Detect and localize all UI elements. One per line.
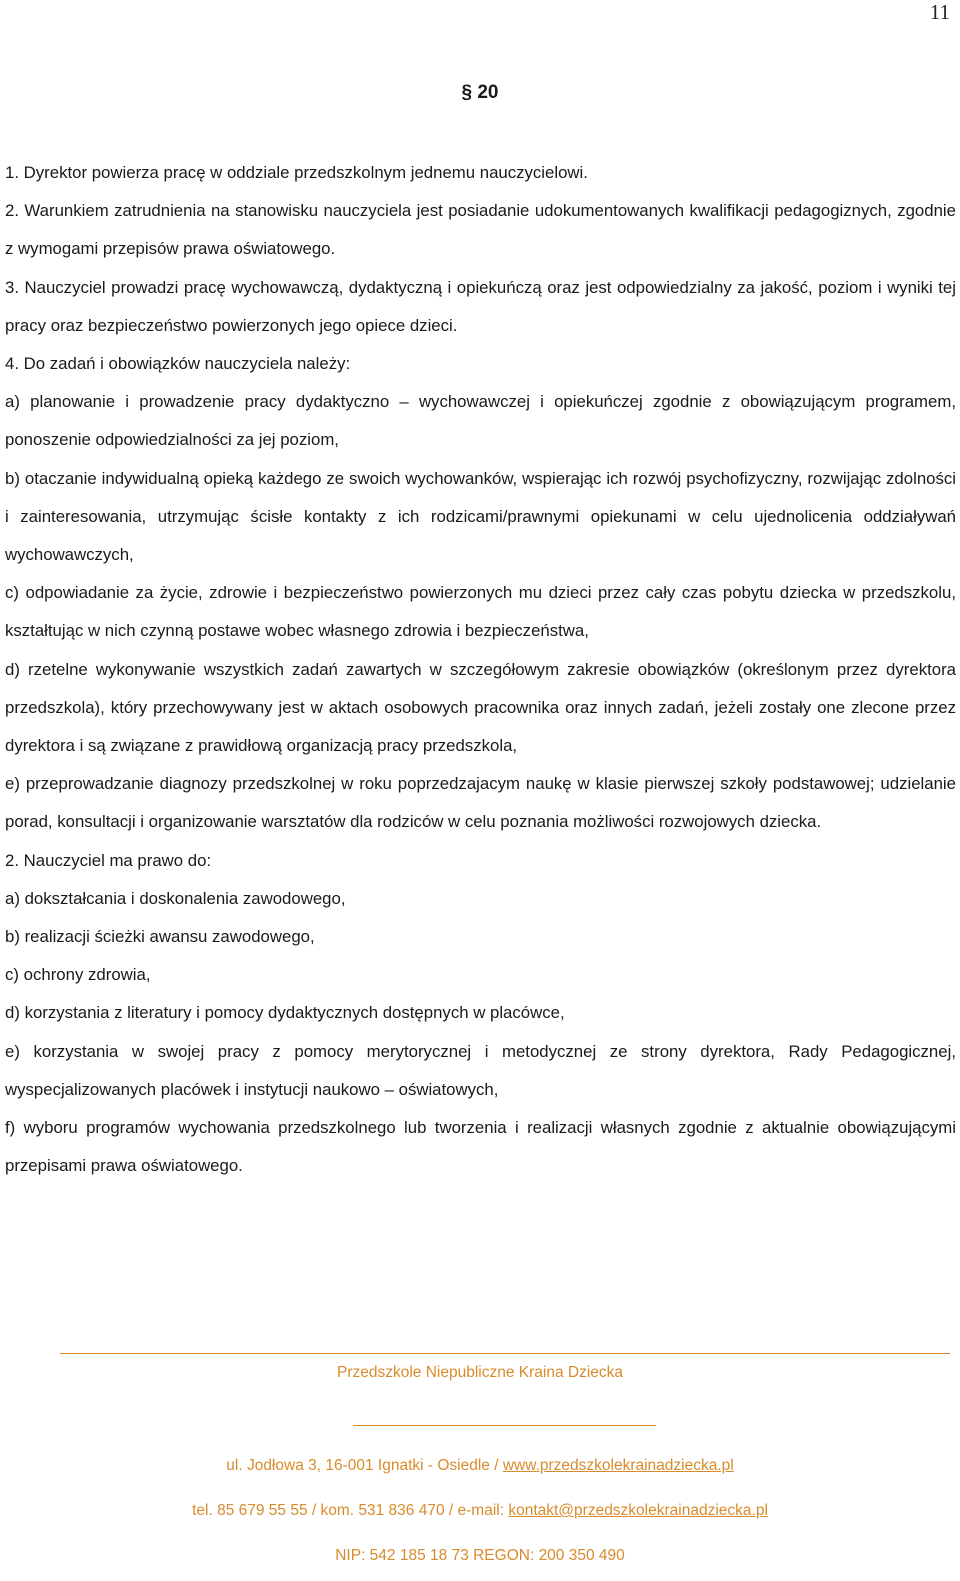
paragraph: 3. Nauczyciel prowadzi pracę wychowawczą, dydaktyczną i opiekuńczą oraz jest odpowiedzialny za jakość, poziom i wyniki tej pracy oraz bezpieczeństwo powierzonych jego opiece dzieci. (5, 277, 956, 335)
footer-school-name: Przedszkole Niepubliczne Kraina Dziecka (336, 1364, 624, 1381)
list-item: d) korzystania z literatury i pomocy dydaktycznych dostępnych w placówce, (5, 1003, 565, 1023)
website-link[interactable]: www.przedszkolekrainadziecka.pl (502, 1457, 734, 1474)
list-item: a) dokształcania i doskonalenia zawodowego, (5, 888, 346, 908)
list-item: c) odpowiadanie za życie, zdrowie i bezpieczeństwo powierzonych mu dzieci przez cały czas pobytu dziecka w przedszkolu, kształtując w nich czynną postawe wobec własnego zdrowia i bezpieczeństwa, (5, 583, 956, 641)
document-body (5, 154, 956, 1185)
list-item: d) rzetelne wykonywanie wszystkich zadań zawartych w szczegółowym zakresie obowiązków (określonym przez dyrektora przedszkola), który przechowywany jest w aktach osobowych pracownika oraz innych zadań, jeżeli zostały one zlecone przez dyrektora i są związane z prawidłową organizacją pracy przedszkola, (5, 659, 956, 756)
page-number: 11 (929, 0, 950, 24)
footer-contact-line (0, 1502, 960, 1520)
footer-phone: tel. 85 679 55 55 / kom. 531 836 470 / e-mail: (192, 1502, 509, 1519)
list-item: a) planowanie i prowadzenie pracy dydaktyczno – wychowawczej i opiekuńczej zgodnie z obowiązującym programem, ponoszenie odpowiedzialności za jej poziom, (5, 392, 956, 450)
footer-short-divider (353, 1425, 656, 1426)
footer-address: ul. Jodłowa 3, 16-001 Ignatki - Osiedle / (226, 1457, 503, 1474)
footer-address-line (0, 1457, 960, 1475)
list-item: e) korzystania w swojej pracy z pomocy merytorycznej i metodycznej ze strony dyrektora, Rady Pedagogicznej, wyspecjalizowanych placówek i instytucji naukowo – oświatowych, (5, 1041, 956, 1099)
section-heading: § 20 (461, 82, 499, 103)
paragraph: 2. Warunkiem zatrudnienia na stanowisku nauczyciela jest posiadanie udokumentowanych kwalifikacji pedagogiznych, zgodnie z wymogami przepisów prawa oświatowego. (5, 201, 956, 259)
list-item: e) przeprowadzanie diagnozy przedszkolnej w roku poprzedzajacym naukę w klasie pierwszej szkoły podstawowej; udzielanie porad, konsultacji i organizowanie warsztatów dla rodziców w celu poznania możliwości rozwojowych dziecka. (5, 774, 956, 832)
paragraph: 1. Dyrektor powierza pracę w oddziale przedszkolnym jednemu nauczycielowi. (5, 163, 588, 182)
list-item: c) ochrony zdrowia, (5, 965, 151, 985)
footer-divider (60, 1353, 950, 1354)
footer-ids: NIP: 542 185 18 73 REGON: 200 350 490 (335, 1547, 625, 1564)
paragraph: 2. Nauczyciel ma prawo do: (5, 850, 212, 870)
paragraph: 4. Do zadań i obowiązków nauczyciela należy: (5, 354, 351, 374)
list-item: f) wyboru programów wychowania przedszkolnego lub tworzenia i realizacji własnych zgodnie z aktualnie obowiązującymi przepisami prawa oświatowego. (5, 1118, 956, 1176)
list-item: b) otaczanie indywidualną opieką każdego ze swoich wychowanków, wspierając ich rozwój psychofizyczny, rozwijając zdolności i zainteresowania, utrzymując ścisłe kontakty z ich rodzicami/prawnymi opiekunami w celu ujednolicenia oddziaływań wychowawczych, (5, 468, 956, 565)
email-link[interactable]: kontakt@przedszkolekrainadziecka.pl (508, 1502, 768, 1519)
list-item: b) realizacji ścieżki awansu zawodowego, (5, 927, 315, 947)
